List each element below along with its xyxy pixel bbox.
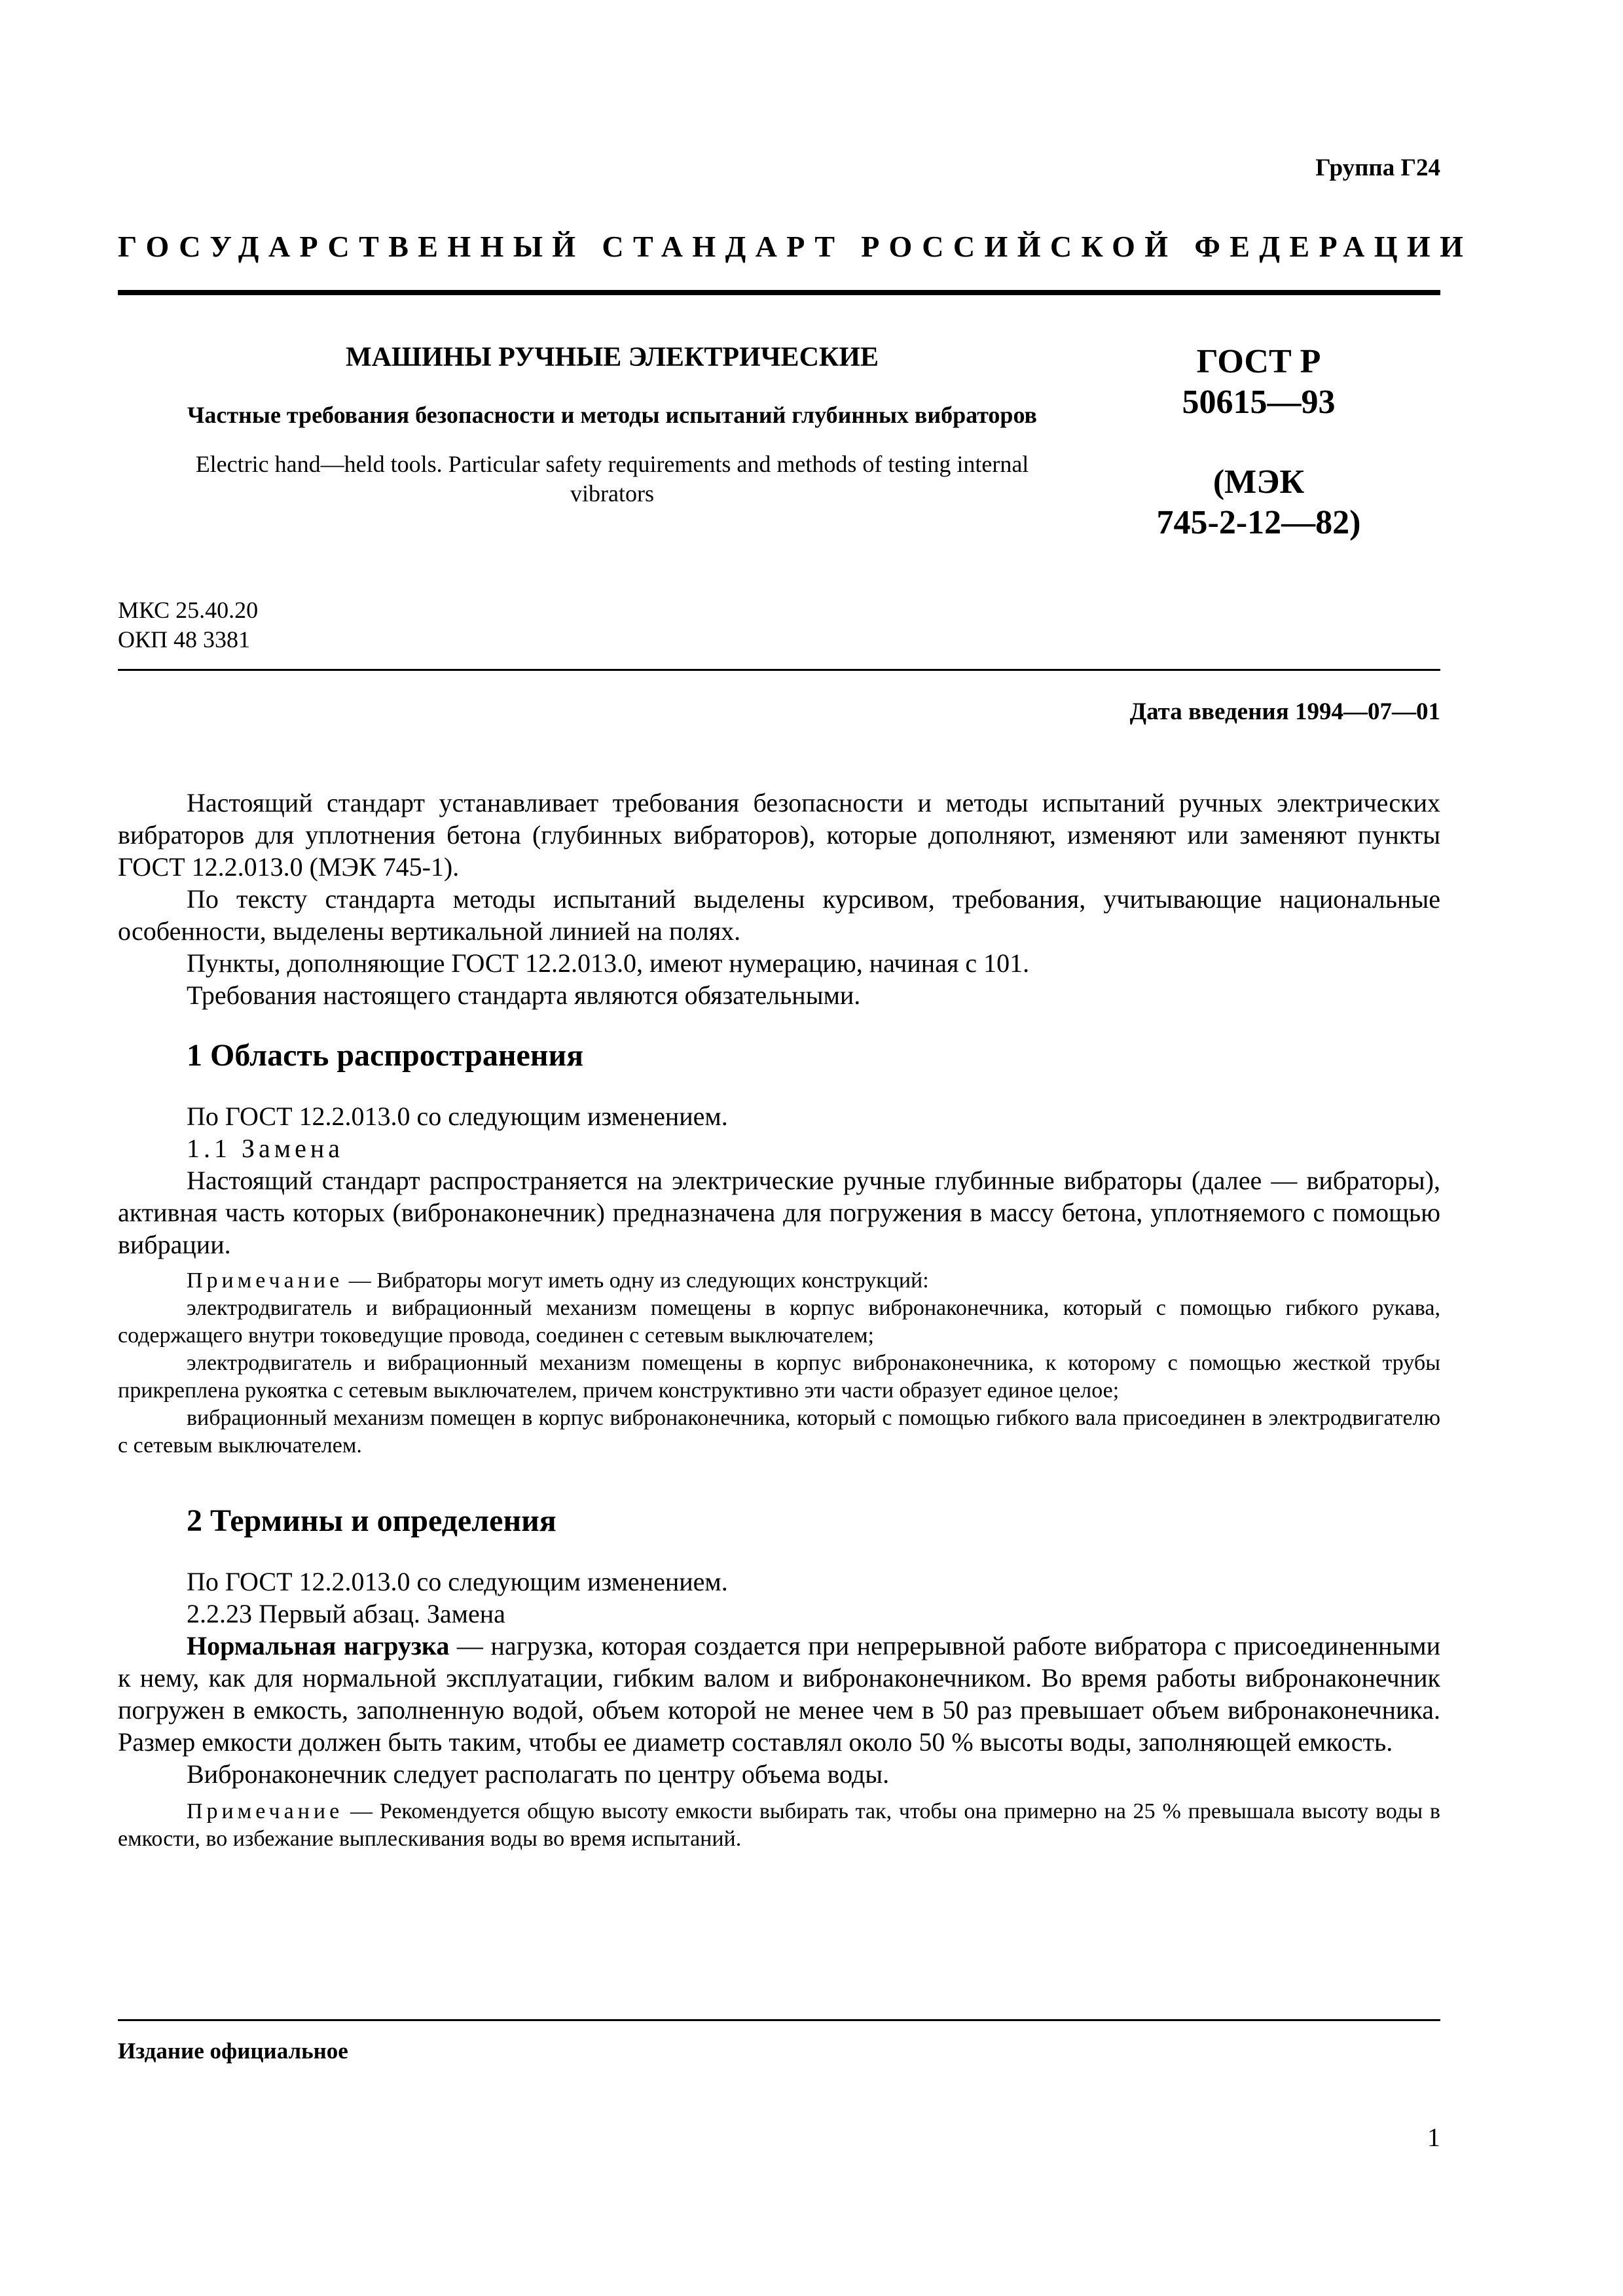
section-1-paragraph-2: Настоящий стандарт распространяется на электрические ручные глубинные вибраторы (далее — вибраторы), активная часть которых (вибронаконечник) предназначена для погружения в массу бетона, уплотняемого с помощью вибрации. [118, 1166, 1440, 1259]
designation-block [1103, 342, 1414, 543]
mks-code: МКС 25.40.20 [118, 597, 259, 623]
section-2-note [118, 1798, 1440, 1853]
term-definition [118, 1630, 1440, 1758]
group-code: Группа Г24 [1315, 154, 1440, 181]
english-title: Electric hand—held tools. Particular safety requirements and methods of testing internal vibrators [195, 451, 1029, 507]
note-item-3: вибрационный механизм помещен в корпус вибронаконечника, который с помощью гибкого вала присоединен в электродвигателю с сетевым выключателем. [118, 1406, 1440, 1458]
section-1-clause: 1.1 Замена [187, 1134, 344, 1163]
gost-designation-line2: 50615—93 [1182, 384, 1336, 421]
page-number: 1 [1427, 2123, 1440, 2152]
gost-designation-line1: ГОСТ Р [1196, 343, 1321, 380]
iec-designation-line1: (МЭК [1213, 463, 1305, 501]
section-1-paragraph-1: По ГОСТ 12.2.013.0 со следующим изменением. [187, 1102, 728, 1131]
intro-paragraph-4: Требования настоящего стандарта являются обязательными. [187, 980, 861, 1010]
section-2-paragraph-3: Вибронаконечник следует располагать по центру объема воды. [187, 1759, 890, 1789]
title-block [157, 340, 1067, 509]
note-text: — Рекомендуется общую высоту емкости выбирать так, чтобы она примерно на 25 % превышала высоту воды в емкости, во избежание выплескивания воды во время испытаний. [118, 1799, 1440, 1851]
note-item-1: электродвигатель и вибрационный механизм помещены в корпус вибронаконечника, который с помощью гибкого рукава, содержащего внутри токоведущие провода, соединен с сетевым выключателем; [118, 1296, 1440, 1348]
iec-designation-line2: 745-2-12—82) [1156, 504, 1361, 541]
document-subtitle: Частные требования безопасности и методы испытаний глубинных вибраторов [187, 402, 1037, 428]
okp-code: ОКП 48 3381 [118, 626, 251, 653]
intro-paragraph-1: Настоящий стандарт устанавливает требования безопасности и методы испытаний ручных электрических вибраторов для уплотнения бетона (глубинных вибраторов), которые дополняют, изменяют или заменяют пункты ГОСТ 12.2.013.0 (МЭК 745-1). [118, 788, 1440, 882]
note-item-2: электродвигатель и вибрационный механизм помещены в корпус вибронаконечника, к которому с помощью жесткой трубы прикреплена рукоятка с сетевым выключателем, причем конструктивно эти части образует единое целое; [118, 1351, 1440, 1403]
introduction-date: Дата введения 1994—07—01 [1129, 698, 1440, 725]
intro-paragraph-2: По тексту стандарта методы испытаний выделены курсивом, требования, учитывающие национальные особенности, выделены вертикальной линией на полях. [118, 884, 1440, 946]
section-2-heading: 2 Термины и определения [187, 1503, 556, 1538]
footer-rule [118, 2019, 1440, 2021]
note-label: Примечание [187, 1799, 344, 1823]
document-page [118, 0, 1473, 2296]
official-edition-label: Издание официальное [118, 2038, 348, 2064]
section-1-heading: 1 Область распространения [187, 1038, 584, 1073]
section-1-note [118, 1267, 1440, 1295]
definition-text: — нагрузка, которая создается при непрерывной работе вибратора с присоединенными к нему, как для нормальной эксплуатации, гибким валом и вибронаконечником. Во время работы вибронаконечник погружен в емкость, заполненную водой, объем которой не менее чем в 50 раз превышает объем вибронаконечника. Размер емкости должен быть таким, чтобы ее диаметр составлял около 50 % высоты воды, заполняющей емкость. [118, 1631, 1440, 1757]
state-standard-heading: ГОСУДАРСТВЕННЫЙ СТАНДАРТ РОССИЙСКОЙ ФЕДЕРАЦИИ [118, 230, 1473, 263]
intro-paragraph-3: Пункты, дополняющие ГОСТ 12.2.013.0, имеют нумерацию, начиная с 101. [187, 948, 1030, 978]
header-rule [118, 290, 1440, 295]
document-body [118, 787, 1440, 1853]
section-2-clause: 2.2.23 Первый абзац. Замена [187, 1599, 505, 1628]
section-2-paragraph-1: По ГОСТ 12.2.013.0 со следующим изменением. [187, 1567, 728, 1596]
note-text: — Вибраторы могут иметь одну из следующих конструкций: [343, 1268, 929, 1293]
document-title: МАШИНЫ РУЧНЫЕ ЭЛЕКТРИЧЕСКИЕ [345, 342, 879, 372]
defined-term: Нормальная нагрузка [187, 1631, 450, 1660]
note-label: Примечание [187, 1268, 344, 1293]
codes-rule [118, 669, 1440, 671]
classification-codes [118, 596, 258, 655]
